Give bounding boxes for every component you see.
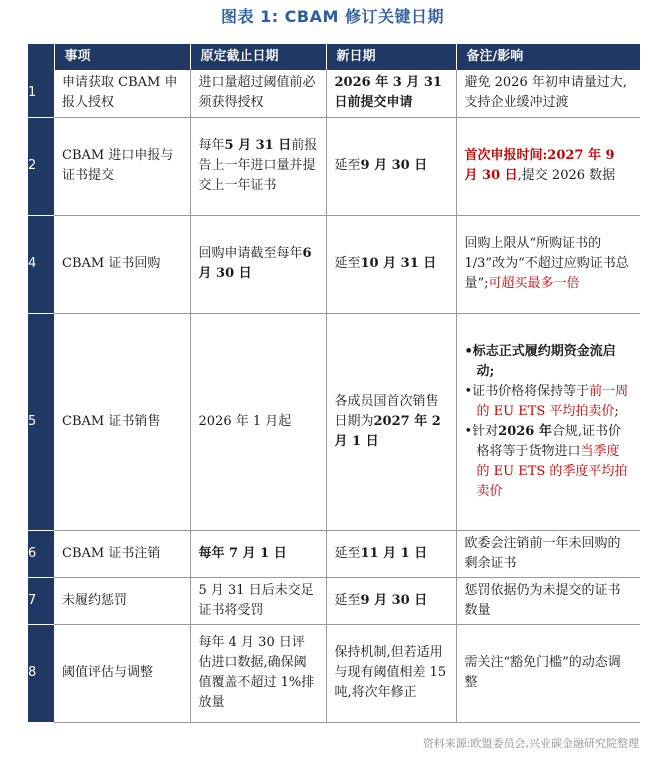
text: 合规,证书价格将等于货物进口	[476, 423, 622, 459]
highlight-text: 前一周的 EU ETS 平均拍卖价	[476, 383, 629, 419]
item-cell: 申请获取 CBAM 申报人授权	[54, 70, 190, 117]
text: 回购申请截至每年	[198, 246, 303, 261]
table-header-row	[28, 44, 640, 70]
row-number: 1	[28, 70, 54, 117]
text: 每年	[198, 138, 225, 153]
new-date-cell: 2026 年 3 月 31 日前提交申请	[326, 70, 456, 117]
item-cell: CBAM 进口申报与证书提交	[54, 117, 190, 215]
header-note: 备注/影响	[456, 44, 640, 70]
deadline-date: 5 月 31 日	[224, 138, 292, 153]
highlight-text: 可超买最多一倍	[488, 276, 580, 291]
bullet-item	[465, 382, 633, 422]
text: 各成员国首次销售日期为	[334, 393, 439, 429]
new-date: 9 月 30 日	[360, 592, 428, 608]
table-row	[28, 117, 640, 215]
row-number: 7	[28, 577, 54, 624]
text: 延至	[334, 256, 361, 271]
new-date: 2027 年 2 月 1 日	[334, 413, 441, 449]
row-number: 2	[28, 117, 54, 215]
table-row	[28, 577, 640, 624]
note-cell: 欧委会注销前一年未回购的剩余证书	[456, 530, 640, 577]
text: 回购上限从“所购证书的 1/3”改为“不超过应购证书总量”;	[464, 236, 629, 291]
bullet-item	[465, 422, 633, 502]
original-deadline-cell: 进口量超过阈值前必须获得授权	[190, 70, 326, 117]
deadline-date: 6 月 30 日	[198, 246, 312, 281]
table-row	[28, 530, 640, 577]
new-date: 9 月 30 日	[360, 158, 428, 173]
new-date-cell	[326, 577, 456, 624]
new-date: 11 月 1 日	[360, 545, 428, 561]
row-number: 4	[28, 215, 54, 313]
text: 延至	[334, 592, 361, 608]
row-number: 6	[28, 530, 54, 577]
cbam-dates-table	[28, 44, 641, 723]
item-cell: CBAM 证书注销	[54, 530, 190, 577]
header-original-deadline: 原定截止日期	[190, 44, 326, 70]
note-cell: 惩罚依据仍为未提交的证书数量	[456, 577, 640, 624]
original-deadline-cell: 2026 年 1 月起	[190, 313, 326, 530]
new-date-cell	[326, 530, 456, 577]
table-row	[28, 70, 640, 117]
header-item: 事项	[54, 44, 190, 70]
new-date-cell	[326, 215, 456, 313]
text: ;	[614, 403, 619, 419]
new-date-cell	[326, 313, 456, 530]
table-row	[28, 313, 640, 530]
text: •证书价格将保持等于	[464, 383, 590, 399]
new-date-cell: 保持机制,但若适用与现有阈值相差 15 吨,将次年修正	[326, 624, 456, 722]
note-bullet-list	[465, 342, 633, 502]
text: 延至	[334, 545, 361, 561]
new-date: 10 月 31 日	[360, 256, 437, 271]
original-deadline-cell	[190, 117, 326, 215]
header-new-date: 新日期	[326, 44, 456, 70]
bold-text: 2026 年	[498, 423, 552, 439]
highlight-text: 首次申报时间:2027 年 9 月 30 日	[464, 148, 615, 183]
header-num	[28, 44, 54, 70]
item-cell: 阈值评估与调整	[54, 624, 190, 722]
table-row	[28, 624, 640, 722]
original-deadline-cell: 5 月 31 日后未交足证书将受罚	[190, 577, 326, 624]
text: •针对	[464, 423, 499, 439]
original-deadline-cell: 每年 7 月 1 日	[190, 530, 326, 577]
item-cell: 未履约惩罚	[54, 577, 190, 624]
note-cell	[456, 117, 640, 215]
row-number: 8	[28, 624, 54, 722]
item-cell: CBAM 证书回购	[54, 215, 190, 313]
note-cell: 需关注“豁免门槛”的动态调整	[456, 624, 640, 722]
note-cell	[456, 313, 640, 530]
row-number: 5	[28, 313, 54, 530]
highlight-text: 当季度的 EU ETS 的季度平均拍卖价	[476, 443, 628, 499]
item-cell: CBAM 证书销售	[54, 313, 190, 530]
text: 前报告上一年进口量并提交上一年证书	[198, 138, 318, 193]
new-date-cell	[326, 117, 456, 215]
text: ,提交 2026 数据	[517, 168, 616, 183]
note-cell: 避免 2026 年初申请量过大,支持企业缓冲过渡	[456, 70, 640, 117]
figure-title: 图表 1: CBAM 修订关键日期	[221, 7, 444, 26]
source-note: 资料来源:欧盟委员会,兴业碳金融研究院整理	[422, 737, 639, 750]
original-deadline-cell	[190, 215, 326, 313]
table-row	[28, 215, 640, 313]
text: 延至	[334, 158, 361, 173]
note-cell	[456, 215, 640, 313]
original-deadline-cell: 每年 4 月 30 日评估进口数据,确保阈值覆盖不超过 1%排放量	[190, 624, 326, 722]
bullet-item: •标志正式履约期资金流启动;	[464, 343, 616, 379]
